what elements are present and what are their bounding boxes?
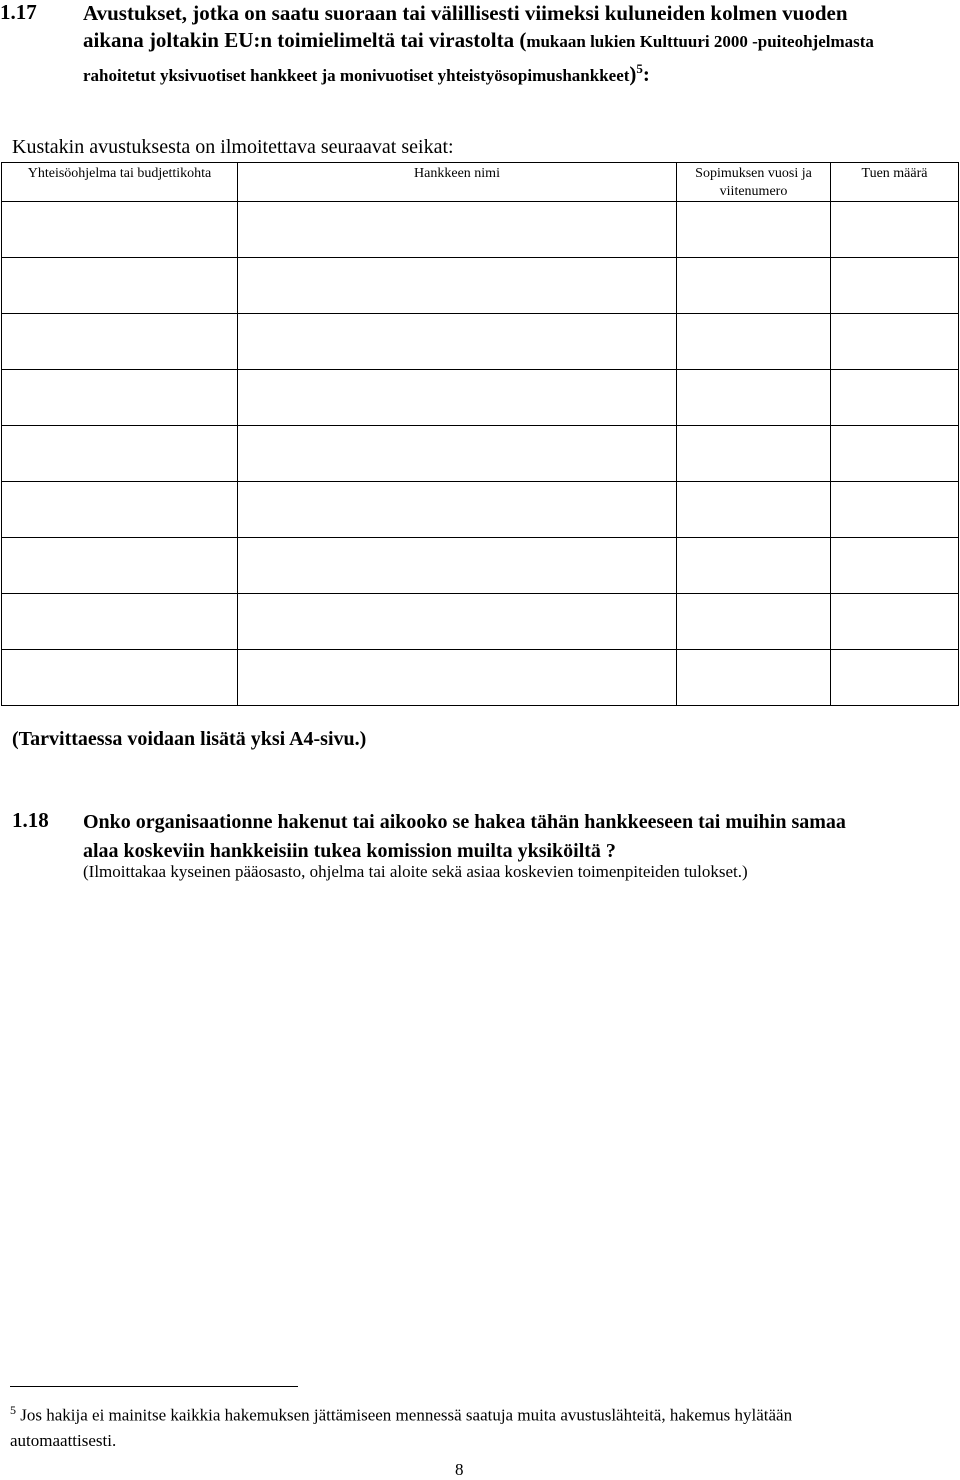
- header-programme: Yhteisöohjelma tai budjettikohta: [2, 163, 238, 202]
- cell-project-name: [238, 482, 677, 538]
- cell-programme: [2, 538, 238, 594]
- page-number: 8: [455, 1460, 464, 1479]
- cell-contract-year: [677, 314, 831, 370]
- cell-project-name: [238, 370, 677, 426]
- cell-programme: [2, 650, 238, 706]
- cell-grant-amount: [831, 426, 959, 482]
- table-row: [2, 650, 959, 706]
- cell-grant-amount: [831, 314, 959, 370]
- cell-grant-amount: [831, 258, 959, 314]
- header-grant-amount: Tuen määrä: [831, 163, 959, 202]
- cell-project-name: [238, 538, 677, 594]
- cell-contract-year: [677, 370, 831, 426]
- cell-programme: [2, 258, 238, 314]
- section-title-close: ): [629, 62, 637, 86]
- footnote-separator: [10, 1386, 298, 1387]
- cell-programme: [2, 202, 238, 258]
- cell-contract-year: [677, 426, 831, 482]
- footnote-ref: 5: [636, 61, 643, 76]
- section-instruction-1-18: (Ilmoittakaa kyseinen pääosasto, ohjelma tai aloite sekä asiaa koskevien toimenpiteiden tulokset.): [83, 862, 748, 881]
- cell-project-name: [238, 314, 677, 370]
- section-title-main: Avustukset, jotka on saatu suoraan tai välillisesti viimeksi kuluneiden kolmen vuoden aikana joltakin EU:n toimielimeltä tai virastolta (: [83, 1, 848, 52]
- section-number-1-18: 1.18: [12, 808, 49, 832]
- header-project-name: Hankkeen nimi: [238, 163, 677, 202]
- cell-contract-year: [677, 258, 831, 314]
- cell-contract-year: [677, 538, 831, 594]
- header-contract-year: Sopimuksen vuosi ja viitenumero: [677, 163, 831, 202]
- table-row: [2, 594, 959, 650]
- footnote-text: Jos hakija ei mainitse kaikkia hakemuksen jättämiseen mennessä saatuja muita avustuslähteitä, hakemus hylätään automaattisesti.: [10, 1405, 793, 1450]
- section-question-1-18: Onko organisaationne hakenut tai aikooko se hakea tähän hankkeeseen tai muihin samaa alaa koskeviin hankkeisiin tukea komission muilta yksiköiltä ?: [83, 811, 846, 862]
- grants-table: [1, 162, 959, 706]
- table-row: [2, 258, 959, 314]
- table-intro: Kustakin avustuksesta on ilmoitettava seuraavat seikat:: [12, 136, 454, 158]
- cell-programme: [2, 482, 238, 538]
- table-row: [2, 538, 959, 594]
- cell-programme: [2, 314, 238, 370]
- table-header-row: [2, 163, 959, 202]
- cell-programme: [2, 370, 238, 426]
- cell-programme: [2, 594, 238, 650]
- table-row: [2, 202, 959, 258]
- section-title-1-17: [83, 0, 883, 89]
- cell-contract-year: [677, 482, 831, 538]
- cell-programme: [2, 426, 238, 482]
- cell-contract-year: [677, 202, 831, 258]
- table-row: [2, 482, 959, 538]
- additional-page-note: (Tarvittaessa voidaan lisätä yksi A4-sivu.): [12, 728, 367, 750]
- cell-grant-amount: [831, 538, 959, 594]
- cell-project-name: [238, 426, 677, 482]
- table-row: [2, 426, 959, 482]
- cell-grant-amount: [831, 594, 959, 650]
- cell-contract-year: [677, 650, 831, 706]
- cell-grant-amount: [831, 370, 959, 426]
- footnote-marker: 5: [10, 1403, 16, 1417]
- cell-grant-amount: [831, 202, 959, 258]
- section-number-1-17: 1.17: [0, 0, 37, 24]
- cell-contract-year: [677, 594, 831, 650]
- section-title-end: :: [642, 62, 650, 86]
- section-title-small: mukaan lukien Kulttuuri 2000 -puiteohjelmasta rahoitetut yksivuotiset hankkeet ja monivuotiset yhteistyösopimushankkeet: [83, 32, 874, 85]
- cell-grant-amount: [831, 482, 959, 538]
- cell-grant-amount: [831, 650, 959, 706]
- cell-project-name: [238, 650, 677, 706]
- cell-project-name: [238, 258, 677, 314]
- table-row: [2, 370, 959, 426]
- table-row: [2, 314, 959, 370]
- cell-project-name: [238, 202, 677, 258]
- footnote: [10, 1398, 890, 1453]
- cell-project-name: [238, 594, 677, 650]
